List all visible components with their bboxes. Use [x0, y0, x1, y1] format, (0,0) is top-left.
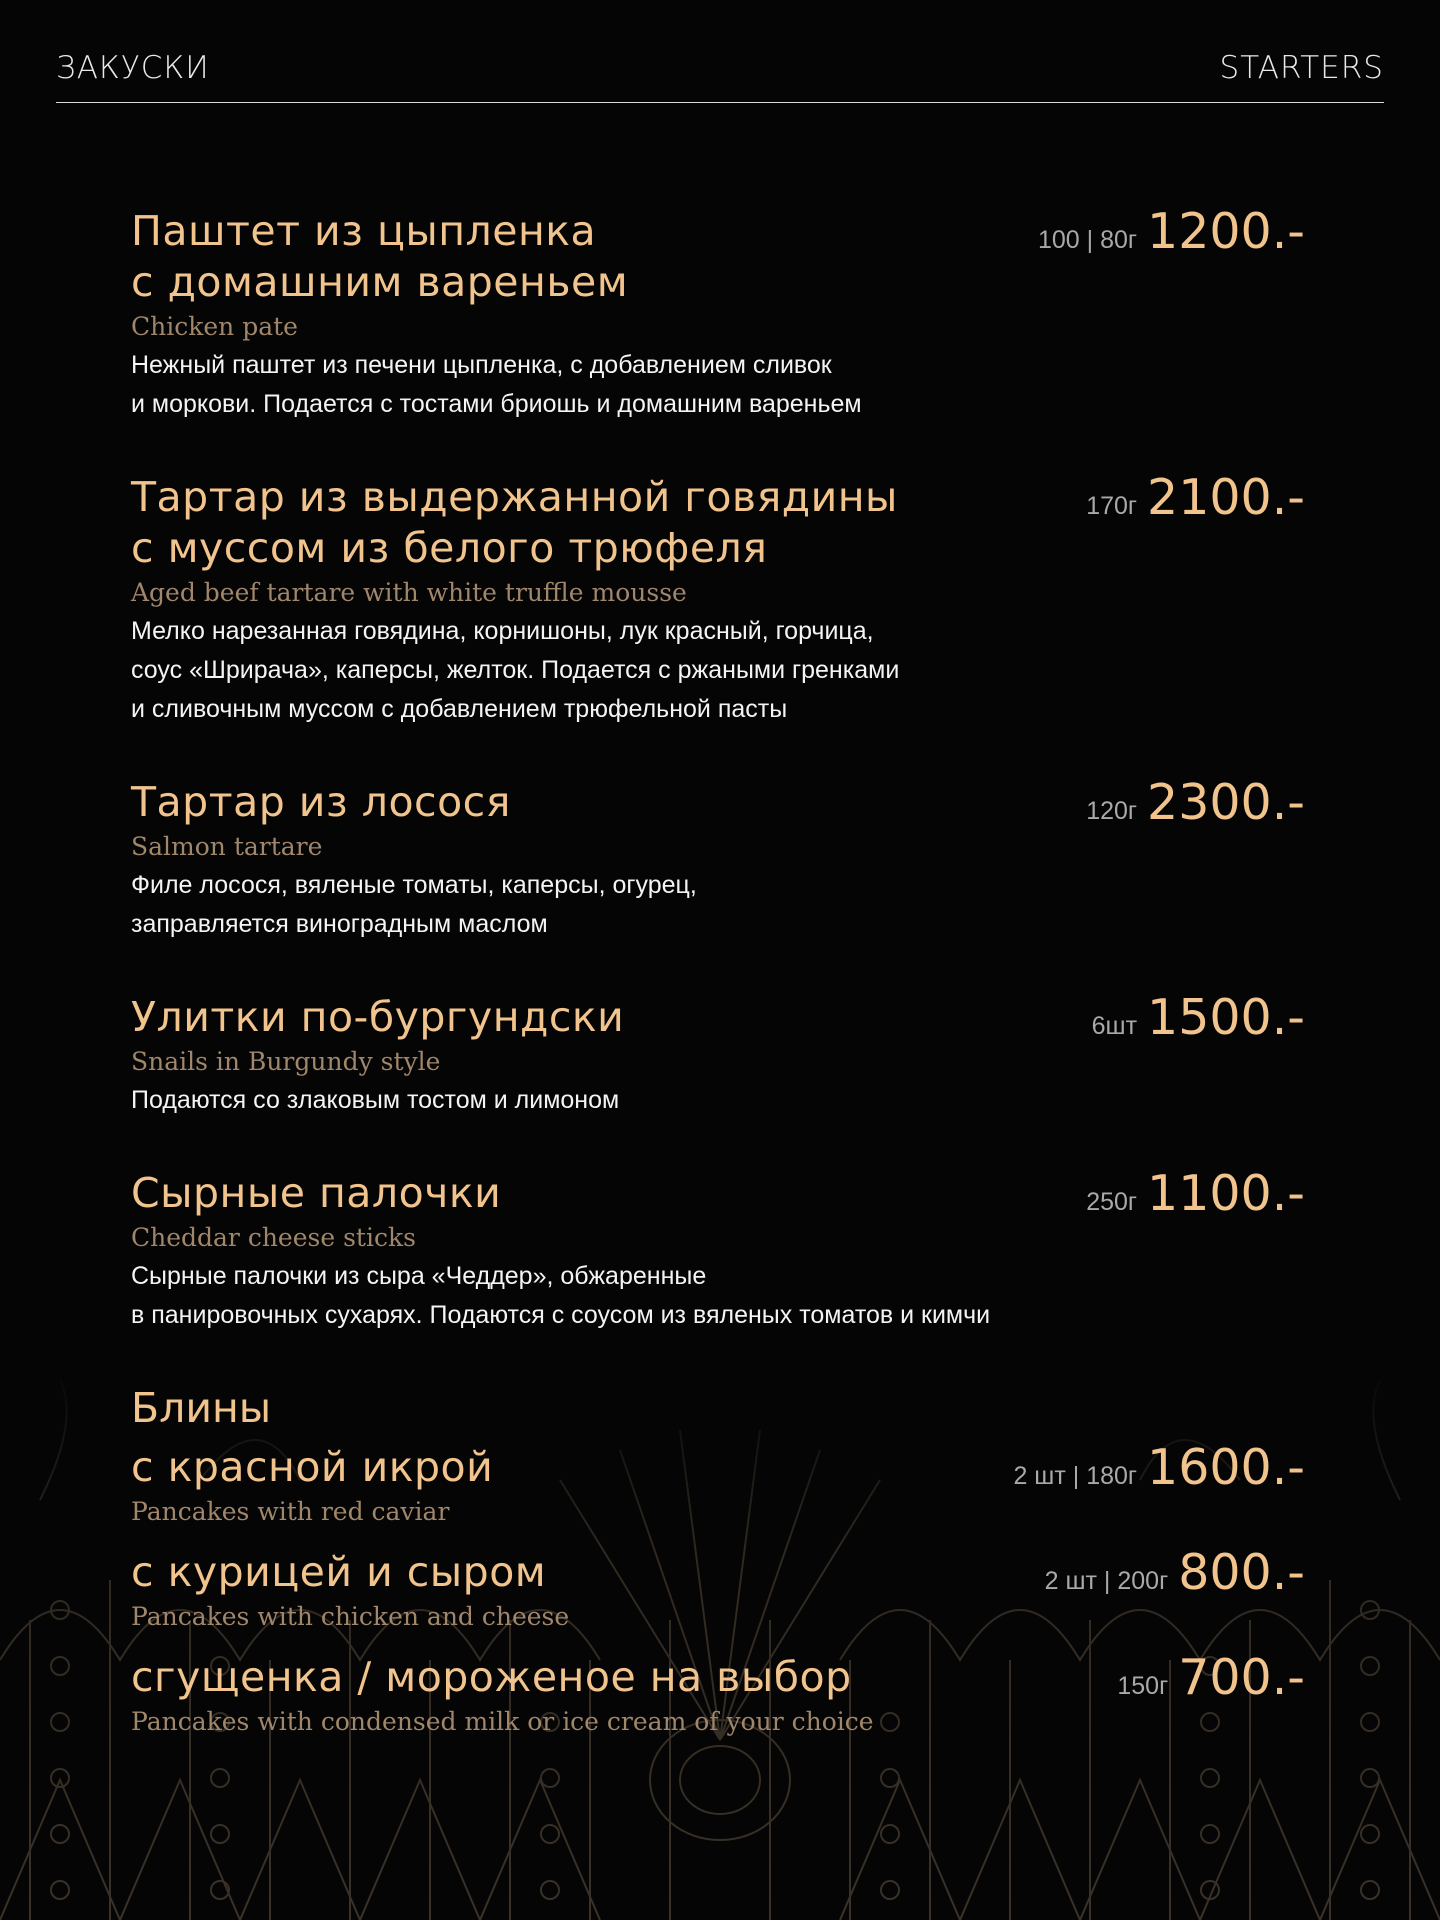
- menu-list: [131, 203, 1305, 1757]
- dish-price: 800.-: [1178, 1544, 1305, 1601]
- price-box: [1086, 469, 1305, 526]
- dish-title: Тартар из выдержанной говядины с муссом из белого трюфеля: [131, 473, 898, 572]
- dish-weight: 100 | 80г: [1038, 226, 1138, 254]
- dish-subtitle: Chicken pate: [131, 312, 298, 341]
- blini-item-title: с курицей и сыром: [131, 1548, 547, 1596]
- menu-item: [131, 203, 1305, 424]
- price-box: [1086, 1165, 1305, 1222]
- dish-weight: 150г: [1117, 1672, 1169, 1700]
- menu-item: [131, 1165, 1305, 1335]
- dish-weight: 250г: [1086, 1188, 1138, 1216]
- dish-weight: 170г: [1086, 492, 1138, 520]
- price-box: [1038, 203, 1305, 260]
- dish-title: Улитки по-бургундски: [131, 993, 625, 1041]
- dish-subtitle: Snails in Burgundy style: [131, 1047, 441, 1076]
- menu-item: [131, 774, 1305, 944]
- dish-description: Мелко нарезанная говядина, корнишоны, лук красный, горчица, соус «Шрирача», каперсы, желток. Подается с ржаными гренками и сливочным муссом с добавлением трюфельной пасты: [131, 617, 900, 723]
- dish-price: 1600.-: [1147, 1439, 1305, 1496]
- dish-weight: 6шт: [1091, 1012, 1138, 1040]
- blini-item-subtitle: Pancakes with condensed milk or ice cream of your choice: [131, 1707, 874, 1736]
- dish-price: 2100.-: [1147, 469, 1305, 526]
- blini-item-title: сгущенка / мороженое на выбор: [131, 1653, 852, 1701]
- dish-description: Филе лосося, вяленые томаты, каперсы, огурец, заправляется виноградным маслом: [131, 871, 697, 938]
- dish-weight: 120г: [1086, 797, 1138, 825]
- section-header: [56, 48, 1384, 103]
- dish-price: 1100.-: [1147, 1165, 1305, 1222]
- dish-title: Сырные палочки: [131, 1169, 502, 1217]
- blini-item-subtitle: Pancakes with red caviar: [131, 1497, 450, 1526]
- dish-subtitle: Aged beef tartare with white truffle mousse: [131, 578, 687, 607]
- dish-description: Нежный паштет из печени цыпленка, с добавлением сливок и моркови. Подается с тостами бриошь и домашним вареньем: [131, 351, 862, 418]
- dish-weight: 2 шт | 180г: [1013, 1462, 1138, 1490]
- price-box: [1091, 989, 1305, 1046]
- dish-price: 1500.-: [1147, 989, 1305, 1046]
- dish-subtitle: Salmon tartare: [131, 832, 323, 861]
- menu-item: [131, 469, 1305, 729]
- price-box: [1086, 774, 1305, 831]
- dish-weight: 2 шт | 200г: [1044, 1567, 1169, 1595]
- price-box: [1044, 1544, 1305, 1601]
- price-box: [1013, 1439, 1305, 1496]
- dish-description: Сырные палочки из сыра «Чеддер», обжаренные в панировочных сухарях. Подаются с соусом из вяленых томатов и кимчи: [131, 1262, 991, 1329]
- blini-item-subtitle: Pancakes with chicken and cheese: [131, 1602, 570, 1631]
- blini-item: [131, 1439, 1305, 1529]
- section-title-ru: ЗАКУСКИ: [56, 50, 210, 86]
- dish-subtitle: Cheddar cheese sticks: [131, 1223, 416, 1252]
- dish-price: 1200.-: [1147, 203, 1305, 260]
- section-title-en: STARTERS: [1219, 50, 1384, 86]
- dish-title: Паштет из цыпленка с домашним вареньем: [131, 207, 629, 306]
- blini-item-title: с красной икрой: [131, 1443, 494, 1491]
- blini-item: [131, 1649, 1305, 1739]
- dish-title: Тартар из лосося: [131, 778, 511, 826]
- dish-price: 2300.-: [1147, 774, 1305, 831]
- blini-group: [131, 1383, 1305, 1739]
- menu-item: [131, 989, 1305, 1120]
- blini-title: Блины: [131, 1384, 272, 1432]
- dish-price: 700.-: [1178, 1649, 1305, 1706]
- dish-description: Подаются со злаковым тостом и лимоном: [131, 1086, 620, 1114]
- blini-item: [131, 1544, 1305, 1634]
- price-box: [1117, 1649, 1305, 1706]
